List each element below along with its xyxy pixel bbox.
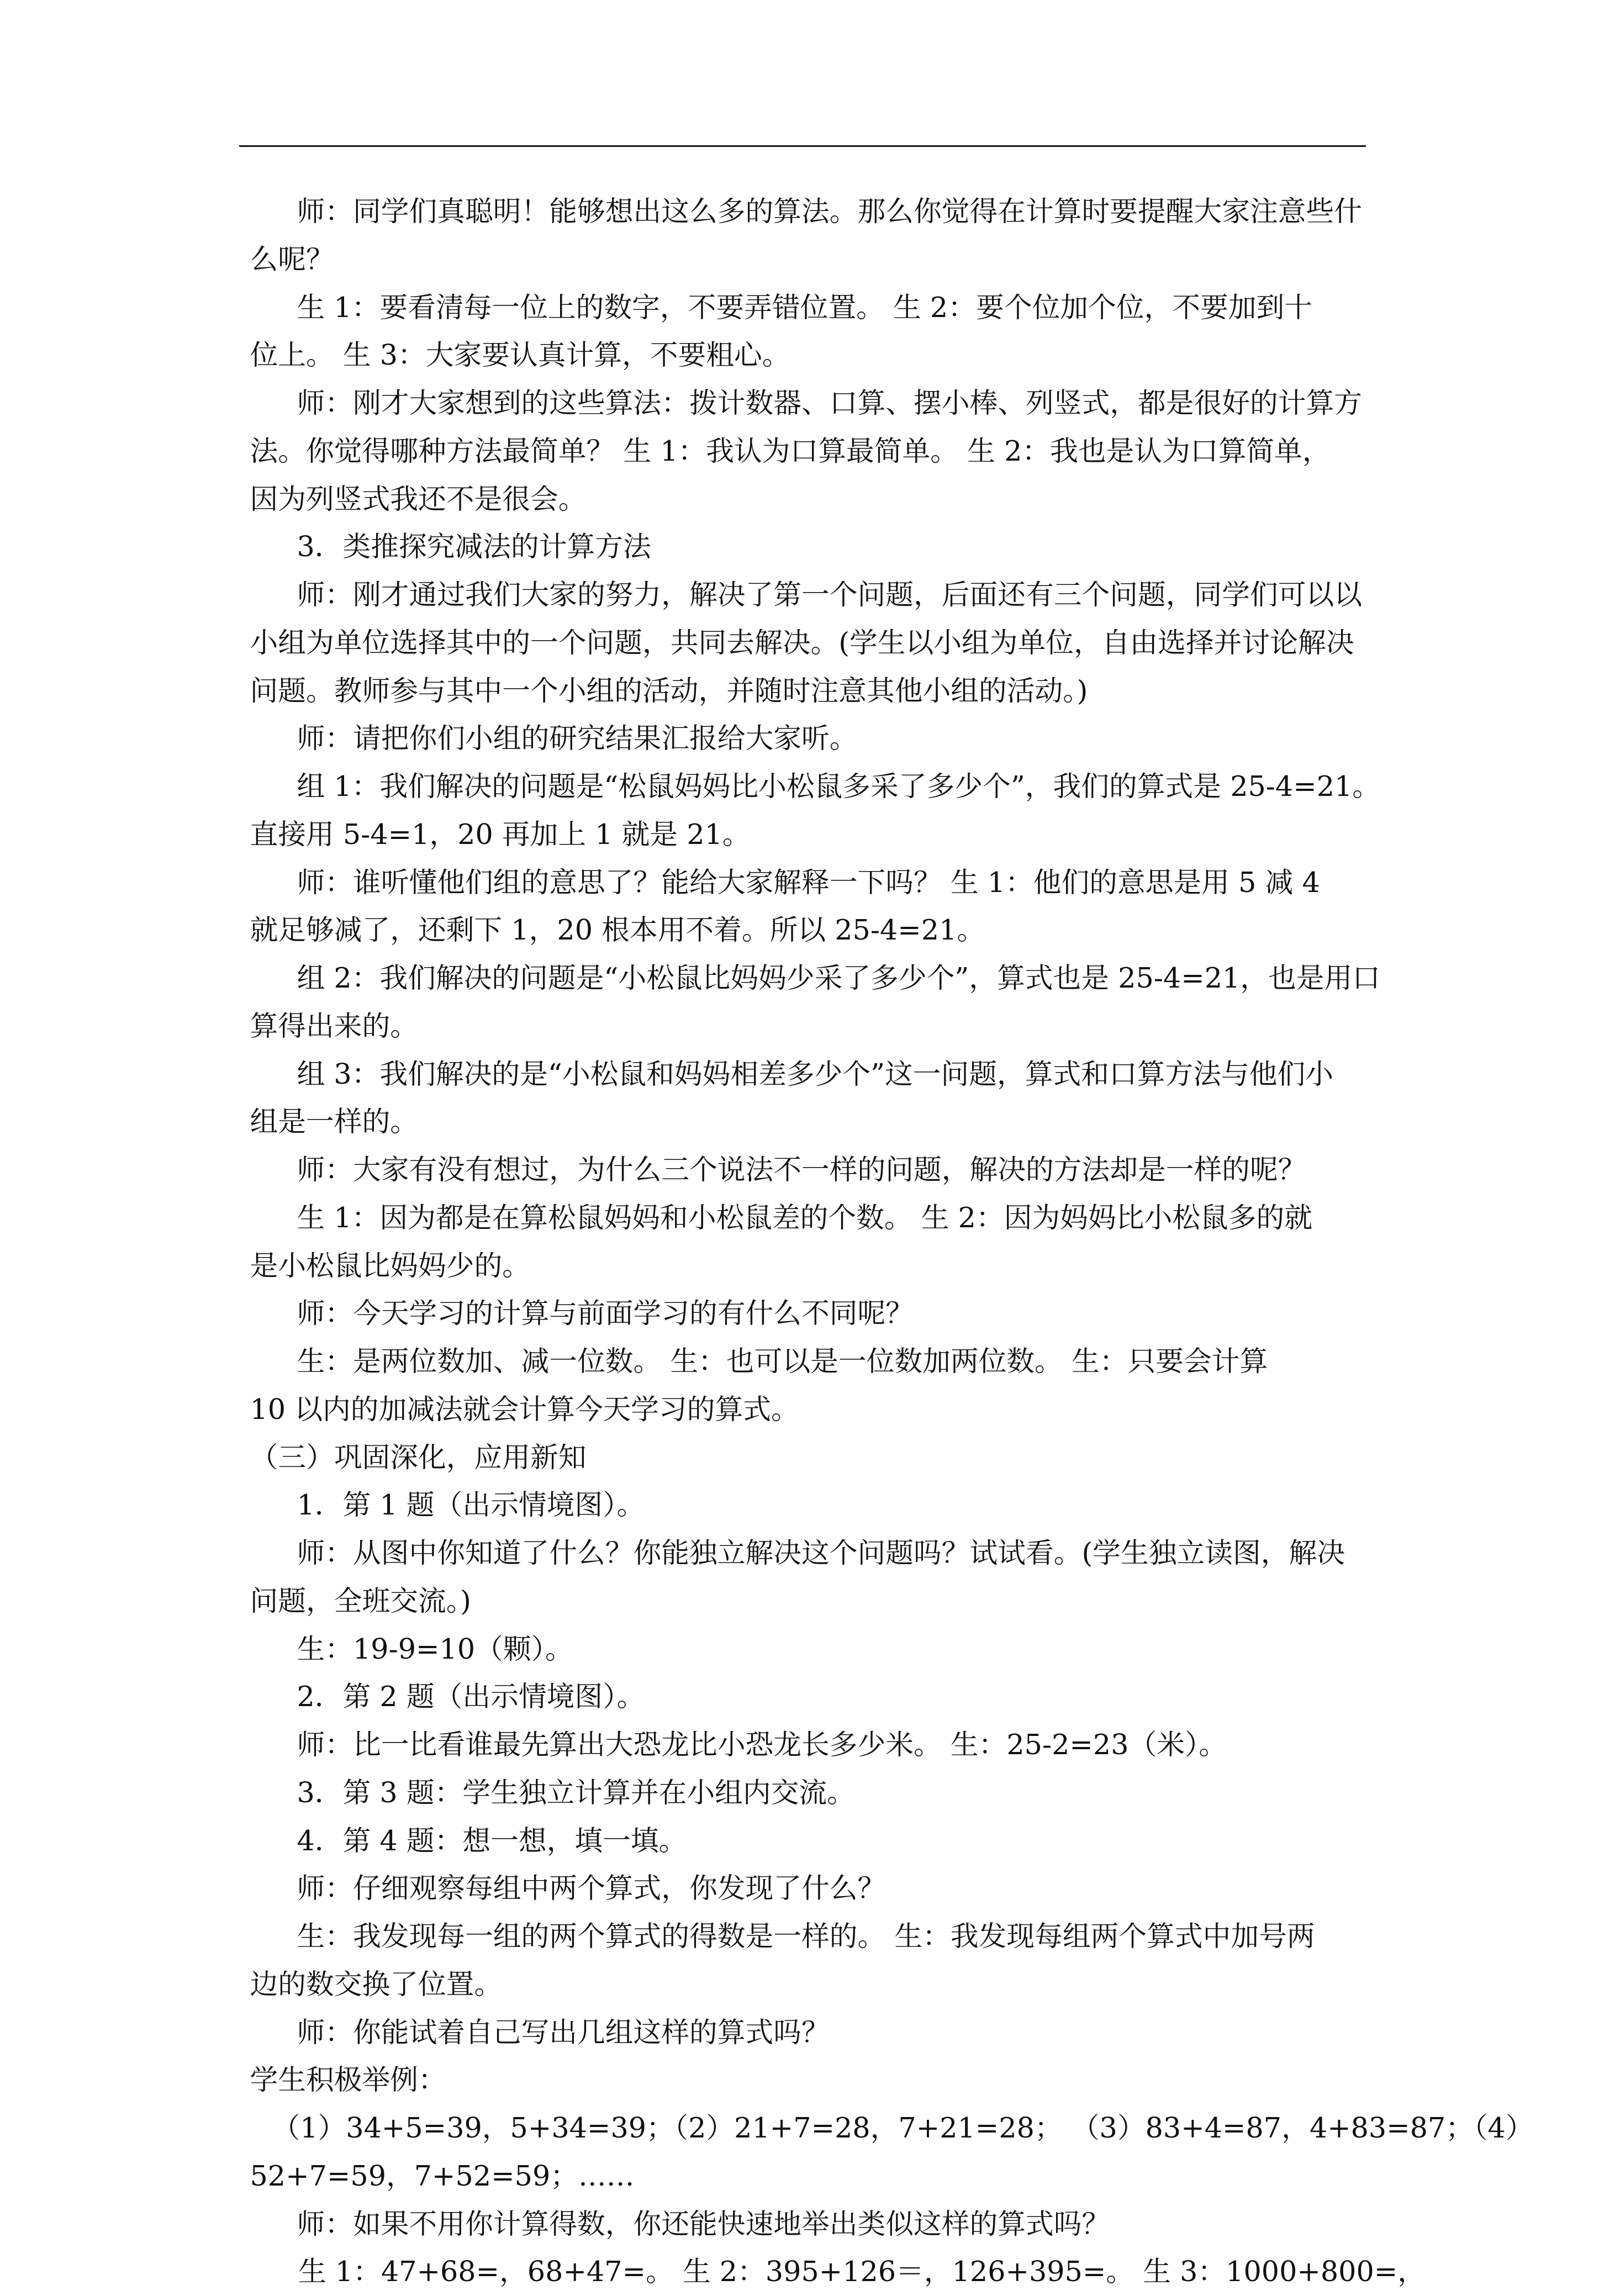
text-line: 师：你能试着自己写出几组这样的算式吗？: [297, 2015, 830, 2049]
text-line: 52+7=59，7+52=59；……: [250, 2159, 635, 2192]
text-line: 生：19-9=10（颗）。: [297, 1632, 573, 1665]
text-line: 师：同学们真聪明！能够想出这么多的算法。那么你觉得在计算时要提醒大家注意些什: [297, 195, 1363, 228]
text-line: 组 2：我们解决的问题是“小松鼠比妈妈少采了多少个”，算式也是 25-4=21，也是用口: [297, 962, 1381, 994]
text-line: 1．第 1 题（出示情境图）。: [297, 1489, 645, 1522]
text-line: 师：比一比看谁最先算出大恐龙比小恐龙长多少米。 生：25-2=23（米）。: [297, 1728, 1227, 1761]
text-line: 位上。 生 3：大家要认真计算，不要粗心。: [250, 339, 790, 372]
text-line: 问题。教师参与其中一个小组的活动，并随时注意其他小组的活动。): [250, 674, 1088, 707]
lesson-text: [250, 188, 1534, 2296]
text-line: 师：请把你们小组的研究结果汇报给大家听。: [297, 722, 858, 755]
text-line: 因为列竖式我还不是很会。: [250, 482, 587, 515]
text-line: 就足够减了，还剩下 1，20 根本用不着。所以 25-4=21。: [250, 914, 985, 947]
text-line: 师：如果不用你计算得数，你还能快速地举出类似这样的算式吗？: [297, 2207, 1110, 2240]
text-line: 小组为单位选择其中的一个问题，共同去解决。(学生以小组为单位，自由选择并讨论解决: [250, 626, 1354, 659]
section-heading: （三）巩固深化，应用新知: [250, 1440, 587, 1474]
text-line: 2．第 2 题（出示情境图）。: [297, 1680, 645, 1713]
text-line: 师：谁听懂他们组的意思了？能给大家解释一下吗？ 生 1：他们的意思是用 5 减 4: [297, 865, 1320, 899]
header-rule: [239, 145, 1366, 147]
text-line: 算得出来的。: [250, 1009, 419, 1042]
text-line: （1）34+5=39，5+34=39；（2）21+7=28，7+21=28； （3）83+4=87，4+83=87；（4）: [272, 2112, 1534, 2144]
section-heading: 3．类推探究减法的计算方法: [297, 530, 651, 563]
text-line: 么呢？: [250, 242, 334, 276]
text-line: 组是一样的。: [250, 1105, 419, 1138]
text-line: 生：我发现每一组的两个算式的得数是一样的。 生：我发现每组两个算式中加号两: [297, 1920, 1315, 1952]
text-line: 直接用 5-4=1，20 再加上 1 就是 21。: [250, 817, 751, 851]
text-line: 4．第 4 题：想一想，填一填。: [297, 1824, 687, 1857]
text-line: 师：仔细观察每组中两个算式，你发现了什么？: [297, 1872, 886, 1905]
text-line: 法。你觉得哪种方法最简单？ 生 1：我认为口算最简单。 生 2：我也是认为口算简单，: [250, 434, 1331, 467]
text-line: 组 1：我们解决的问题是“松鼠妈妈比小松鼠多采了多少个”，我们的算式是 25-4=21。: [297, 770, 1381, 803]
text-line: 师：刚才通过我们大家的努力，解决了第一个问题，后面还有三个问题，同学们可以以: [297, 578, 1363, 611]
text-line: 生：是两位数加、减一位数。 生：也可以是一位数加两位数。 生：只要会计算: [297, 1345, 1268, 1377]
text-line: 师：从图中你知道了什么？你能独立解决这个问题吗？试试看。(学生独立读图，解决: [297, 1537, 1345, 1569]
text-line: 边的数交换了位置。: [250, 1967, 503, 2001]
text-line: 3．第 3 题：学生独立计算并在小组内交流。: [297, 1776, 855, 1809]
text-line: 师：今天学习的计算与前面学习的有什么不同呢？: [297, 1297, 914, 1330]
text-line: 生 1：47+68=，68+47=。 生 2：395+126＝，126+395=。 生 3：1000+800=，: [298, 2255, 1426, 2288]
text-line: 师：刚才大家想到的这些算法：拨计数器、口算、摆小棒、列竖式，都是很好的计算方: [297, 387, 1363, 419]
text-line: 问题，全班交流。): [250, 1584, 471, 1617]
text-line: 学生积极举例：: [250, 2063, 446, 2097]
text-line: 组 3：我们解决的是“小松鼠和妈妈相差多少个”这一问题，算式和口算方法与他们小: [297, 1057, 1334, 1090]
text-line: 生 1：要看清每一位上的数字，不要弄错位置。 生 2：要个位加个位，不要加到十: [297, 291, 1312, 324]
text-line: 是小松鼠比妈妈少的。: [250, 1249, 531, 1282]
text-line: 10 以内的加减法就会计算今天学习的算式。: [250, 1392, 799, 1426]
text-line: 师：大家有没有想过，为什么三个说法不一样的问题，解决的方法却是一样的呢？: [297, 1153, 1306, 1186]
text-line: 生 1：因为都是在算松鼠妈妈和小松鼠差的个数。 生 2：因为妈妈比小松鼠多的就: [297, 1201, 1312, 1234]
